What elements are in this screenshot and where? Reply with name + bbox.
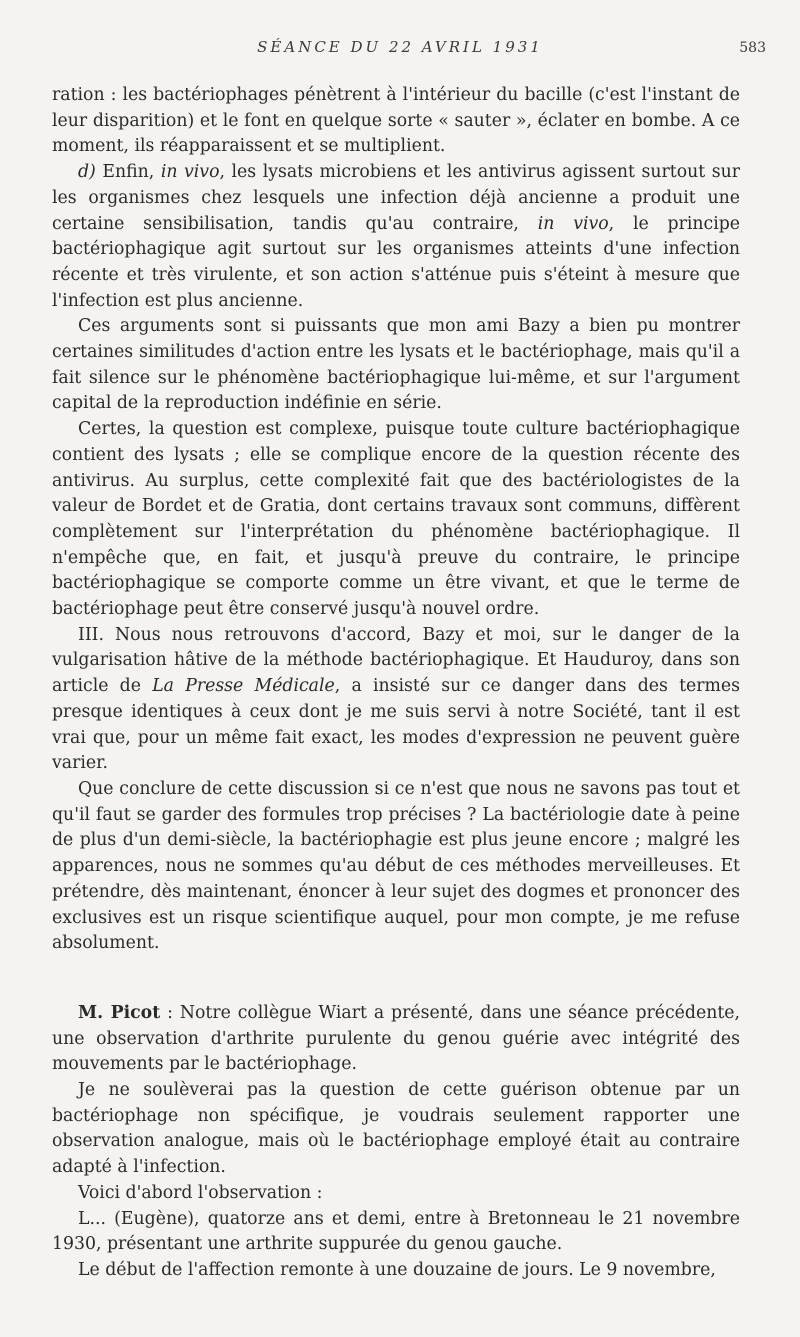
- paragraph-text: III. Nous nous retrouvons d'accord, Bazy et moi, sur le danger de la vulgarisation hâtive de la méthode bactériophagique. Et Hauduroy, dans son article de: [52, 624, 740, 697]
- paragraph-text: Je ne soulèverai pas la question de cette guérison obtenue par un bactériophage non spécifique, je voudrais seulement rapporter une observation analogue, mais où le bactériophage employé était au contraire adapté à l'infection.: [52, 1080, 740, 1178]
- paragraph-text: Le début de l'affection remonte à une douzaine de jours. Le 9 novembre,: [78, 1259, 716, 1280]
- paragraph: [52, 83, 740, 160]
- paragraph: [52, 160, 740, 314]
- page-number: 583: [739, 40, 766, 56]
- paragraph-text: Voici d'abord l'observation :: [78, 1182, 323, 1203]
- paragraph-text: Enfin,: [95, 162, 161, 183]
- paragraph-text: Certes, la question est complexe, puisque toute culture bactériophagique contient des lysats ; elle se complique encore de la question récente des antivirus. Au surplus, cette complexité fait que des bactériologistes de la valeur de Bordet et de Gratia, dont certains travaux sont communs, diffèrent complètement sur l'interprétation du phénomène bactériophagique. Il n'empêche que, en fait, et jusqu'à preuve du contraire, le principe bactériophagique se comporte comme un être vivant, et que le terme de bactériophage peut être conservé jusqu'à nouvel ordre.: [52, 419, 740, 620]
- paragraph-text: , a insisté sur ce danger dans des termes presque identiques à ceux dont je me suis servi à notre Société, tant il est vrai que, pour un même fait exact, les modes d'expression ne peuvent guère varier.: [52, 676, 741, 774]
- running-head-title: SÉANCE DU 22 AVRIL 1931: [257, 38, 543, 56]
- paragraph-text: L... (Eugène), quatorze ans et demi, entre à Bretonneau le 21 novembre 1930, présentant une arthrite suppurée du genou gauche.: [52, 1208, 740, 1255]
- paragraph-text: Que conclure de cette discussion si ce n'est que nous ne savons pas tout et qu'il faut se garder des formules trop précises ? La bactériologie date à peine de plus d'un demi-siècle, la bactériophagie est plus jeune encore ; malgré les apparences, nous ne sommes qu'au début de ces méthodes merveilleuses. Et prétendre, dès maintenant, énoncer à leur sujet des dogmes et prononcer des exclusives est un risque scientifique auquel, pour mon compte, je me refuse absolument.: [52, 778, 740, 954]
- paragraph: [52, 1258, 740, 1284]
- paragraph: [52, 1181, 740, 1207]
- journal-title: La Presse Médicale: [152, 676, 335, 697]
- paragraph-text: , les lysats microbiens et les antivirus agissent surtout sur les organismes chez lesquels une infection déjà ancienne a produit une certaine sensibilisation, tandis qu'au contraire,: [52, 162, 740, 234]
- item-label: d): [78, 162, 96, 183]
- paragraph: [52, 1001, 740, 1078]
- latin-term: in vivo: [160, 162, 220, 183]
- running-head: [0, 38, 800, 60]
- paragraph: [52, 777, 740, 957]
- paragraph-text: Ces arguments sont si puissants que mon ami Bazy a bien pu montrer certaines similitudes d'action entre les lysats et le bactériophage, mais qu'il a fait silence sur le phénomène bactériophagique lui-même, et sur l'argument capital de la reproduction indéfinie en série.: [52, 316, 740, 414]
- paragraph-text: ration : les bactériophages pénètrent à l'intérieur du bacille (c'est l'instant de leur disparition) et le font en quelque sorte « sauter », éclater en bombe. A ce moment, ils réapparaissent et se multiplient.: [52, 85, 740, 157]
- paragraph: [52, 623, 740, 777]
- paragraph: [52, 417, 740, 623]
- paragraph: [52, 1078, 740, 1181]
- paragraph-text: , le principe bactériophagique agit surtout sur les organismes atteints d'une infection récente et très virulente, et son action s'atténue puis s'éteint à mesure que l'infection est plus ancienne.: [52, 213, 741, 311]
- speaker-name: M. Picot: [78, 1002, 161, 1023]
- paragraph-text: : Notre collègue Wiart a présenté, dans une séance précédente, une observation d'arthrite purulente du genou guérie avec intégrité des mouvements par le bactériophage.: [52, 1002, 740, 1075]
- paragraph: [52, 1207, 740, 1258]
- paragraph: [52, 314, 740, 417]
- body-text: [52, 83, 740, 1284]
- latin-term: in vivo: [537, 213, 609, 234]
